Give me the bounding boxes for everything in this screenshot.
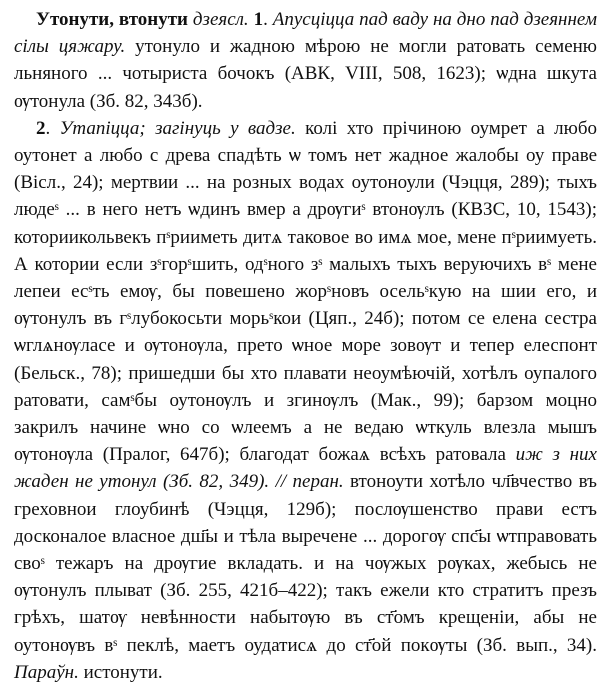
sense-1-paragraph: Утонути, втонути дзеясл. 1. Апусціцца пад ваду на дно пад дзеяннем сілы цяжару. утонуло и жадною мѣрою не могли ратовать семеню льняного ... чотыриста бочокъ (АВК, VIII, 508, 1623); ѡдна шкута ѹтонула (Зб. 82, 343б). <box>14 9 598 112</box>
figurative-marker: // перан. <box>275 471 344 493</box>
sense-1-number: 1 <box>253 9 264 30</box>
headword: Утонути, втонути <box>36 9 189 30</box>
compare-word: истонути. <box>83 661 163 683</box>
sense-2-examples: колі хто прічиною оумрет а любо оутонет а любо с древа спадѣть ѡ томъ нет жадное жалобы оу праве (Вісл., 24); мертвии ... на розных водах оутоноули (Чэцця, 289); тыхъ людеˢ ... в него нетъ ѡдинъ вмер а дрѹгиˢ втонѹлъ (КВЗС, 10, 1543); коториикольвекъ пˢрииметь дитѧ таковое во имѧ мое, мене пˢриимуеть. А котории если зˢгорˢшить, одˢного зˢ малыхъ тыхъ веруючихъ вˢ мене лепеи есˢть емѹ, бы повешено жорˢновъ осельˢкую на шии его, и ѹтонулъ въ гˢлубокосьти морьˢкои (Цяп., 24б); потом се елена сестра ѡглѧнѹласе и ѹтонѹла, прето ѡное море зовѹт и тепер елеспонт (Бельск., 78); пришедши бы хто плавати неоумѣючій, хотѣлъ оупалого ратовати, самˢбы оутонѹлъ и згинѹлъ (Мак., 99); барзом моцно закрилъ начине ѡно со ѡлеемъ а не ведаю ѡткуль влезла мышъ ѹтонѹла (Пралог, 647б); благодат божаѧ всѣхъ ратовала <box>14 117 598 466</box>
sense-2-number: 2 <box>36 117 46 139</box>
figurative-examples: втоноути хотѣло чл҃вчество въ греховнои глоубинѣ (Чэцця, 129б); послѹшенство прави естъ досконалое власное дш҃ы и тѣла выречене ... дорогѹ спс҃ы ѡтправовать своˢ тежаръ на дрѹгие вкладать. и на чѹжых рѹках, жебысь не ѹтонулъ плыват (Зб. 255, 421б–422); такъ ежели кто стратитъ презъ грѣхъ, шатѹ невѣнности набытѹю въ ст҃омъ крещеніи, абы не оутонѹвъ вˢ пеклѣ, маетъ оудатисѧ до ст҃ой покѹты (Зб. вып., 34). <box>14 471 597 656</box>
sense-1-definition: Апусціцца пад ваду на дно пад дзеяннем сілы цяжару. <box>14 9 597 58</box>
part-of-speech: дзеясл. <box>192 9 249 30</box>
sense-2-definition: Утапіцца; загінуць у вадзе. <box>59 117 296 139</box>
compare-label: Параўн. <box>14 661 79 683</box>
sense-2-paragraph: 2. Утапіцца; загінуць у вадзе. колі хто прічиною оумрет а любо оутонет а любо с древа спадѣть ѡ томъ нет жадное жалобы оу праве (Вісл., 24); мертвии ... на розных водах оутоноули (Чэцця, 289); тыхъ людеˢ ... в него нетъ ѡдинъ вмер а дрѹгиˢ втонѹлъ (КВЗС, 10, 1543); коториикольвекъ пˢрииметь дитѧ таковое во имѧ мое, мене пˢриимуеть. А котории если зˢгорˢшить, одˢного зˢ малыхъ тыхъ веруючихъ вˢ мене лепеи есˢть емѹ, бы повешено жорˢновъ осельˢкую на шии его, и ѹтонулъ въ гˢлубокосьти морьˢкои (Цяп., 24б); потом се елена сестра ѡглѧнѹласе и ѹтонѹла, прето ѡное море зовѹт и тепер елеспонт (Бельск., 78); пришедши бы хто плавати неоумѣючій, хотѣлъ оупалого ратовати, самˢбы оутонѹлъ и згинѹлъ (Мак., 99); барзом моцно закрилъ начине ѡно со ѡлеемъ а не ведаю ѡткуль влезла мышъ ѹтонѹла (Пралог, 647б); благодат божаѧ всѣхъ ратовала иж з них жаден не утонул (Зб. 82, 349). // перан. втоноути хотѣло чл҃вчество въ греховнои глоубинѣ (Чэцця, 129б); послѹшенство прави естъ досконалое власное дш҃ы и тѣла выречене ... дорогѹ спс҃ы ѡтправовать своˢ тежаръ на дрѹгие вкладать. и на чѹжых рѹках, жебысь не ѹтонулъ плыват (Зб. 255, 421б–422); такъ ежели кто стратитъ презъ грѣхъ, шатѹ невѣнности набытѹю въ ст҃омъ крещеніи, абы не оутонѹвъ вˢ пеклѣ, маетъ оудатисѧ до ст҃ой покѹты (Зб. вып., 34). Параўн. истонути. <box>14 117 598 683</box>
sense-2-example-inline: иж з них жаден не утонул (Зб. 82, 349). <box>14 444 597 493</box>
sense-1-examples: утонуло и жадною мѣрою не могли ратовать семеню льняного ... чотыриста бочокъ (АВК, VIII, 508, 1623); ѡдна шкута ѹтонула (Зб. 82, 343б). <box>14 36 598 112</box>
